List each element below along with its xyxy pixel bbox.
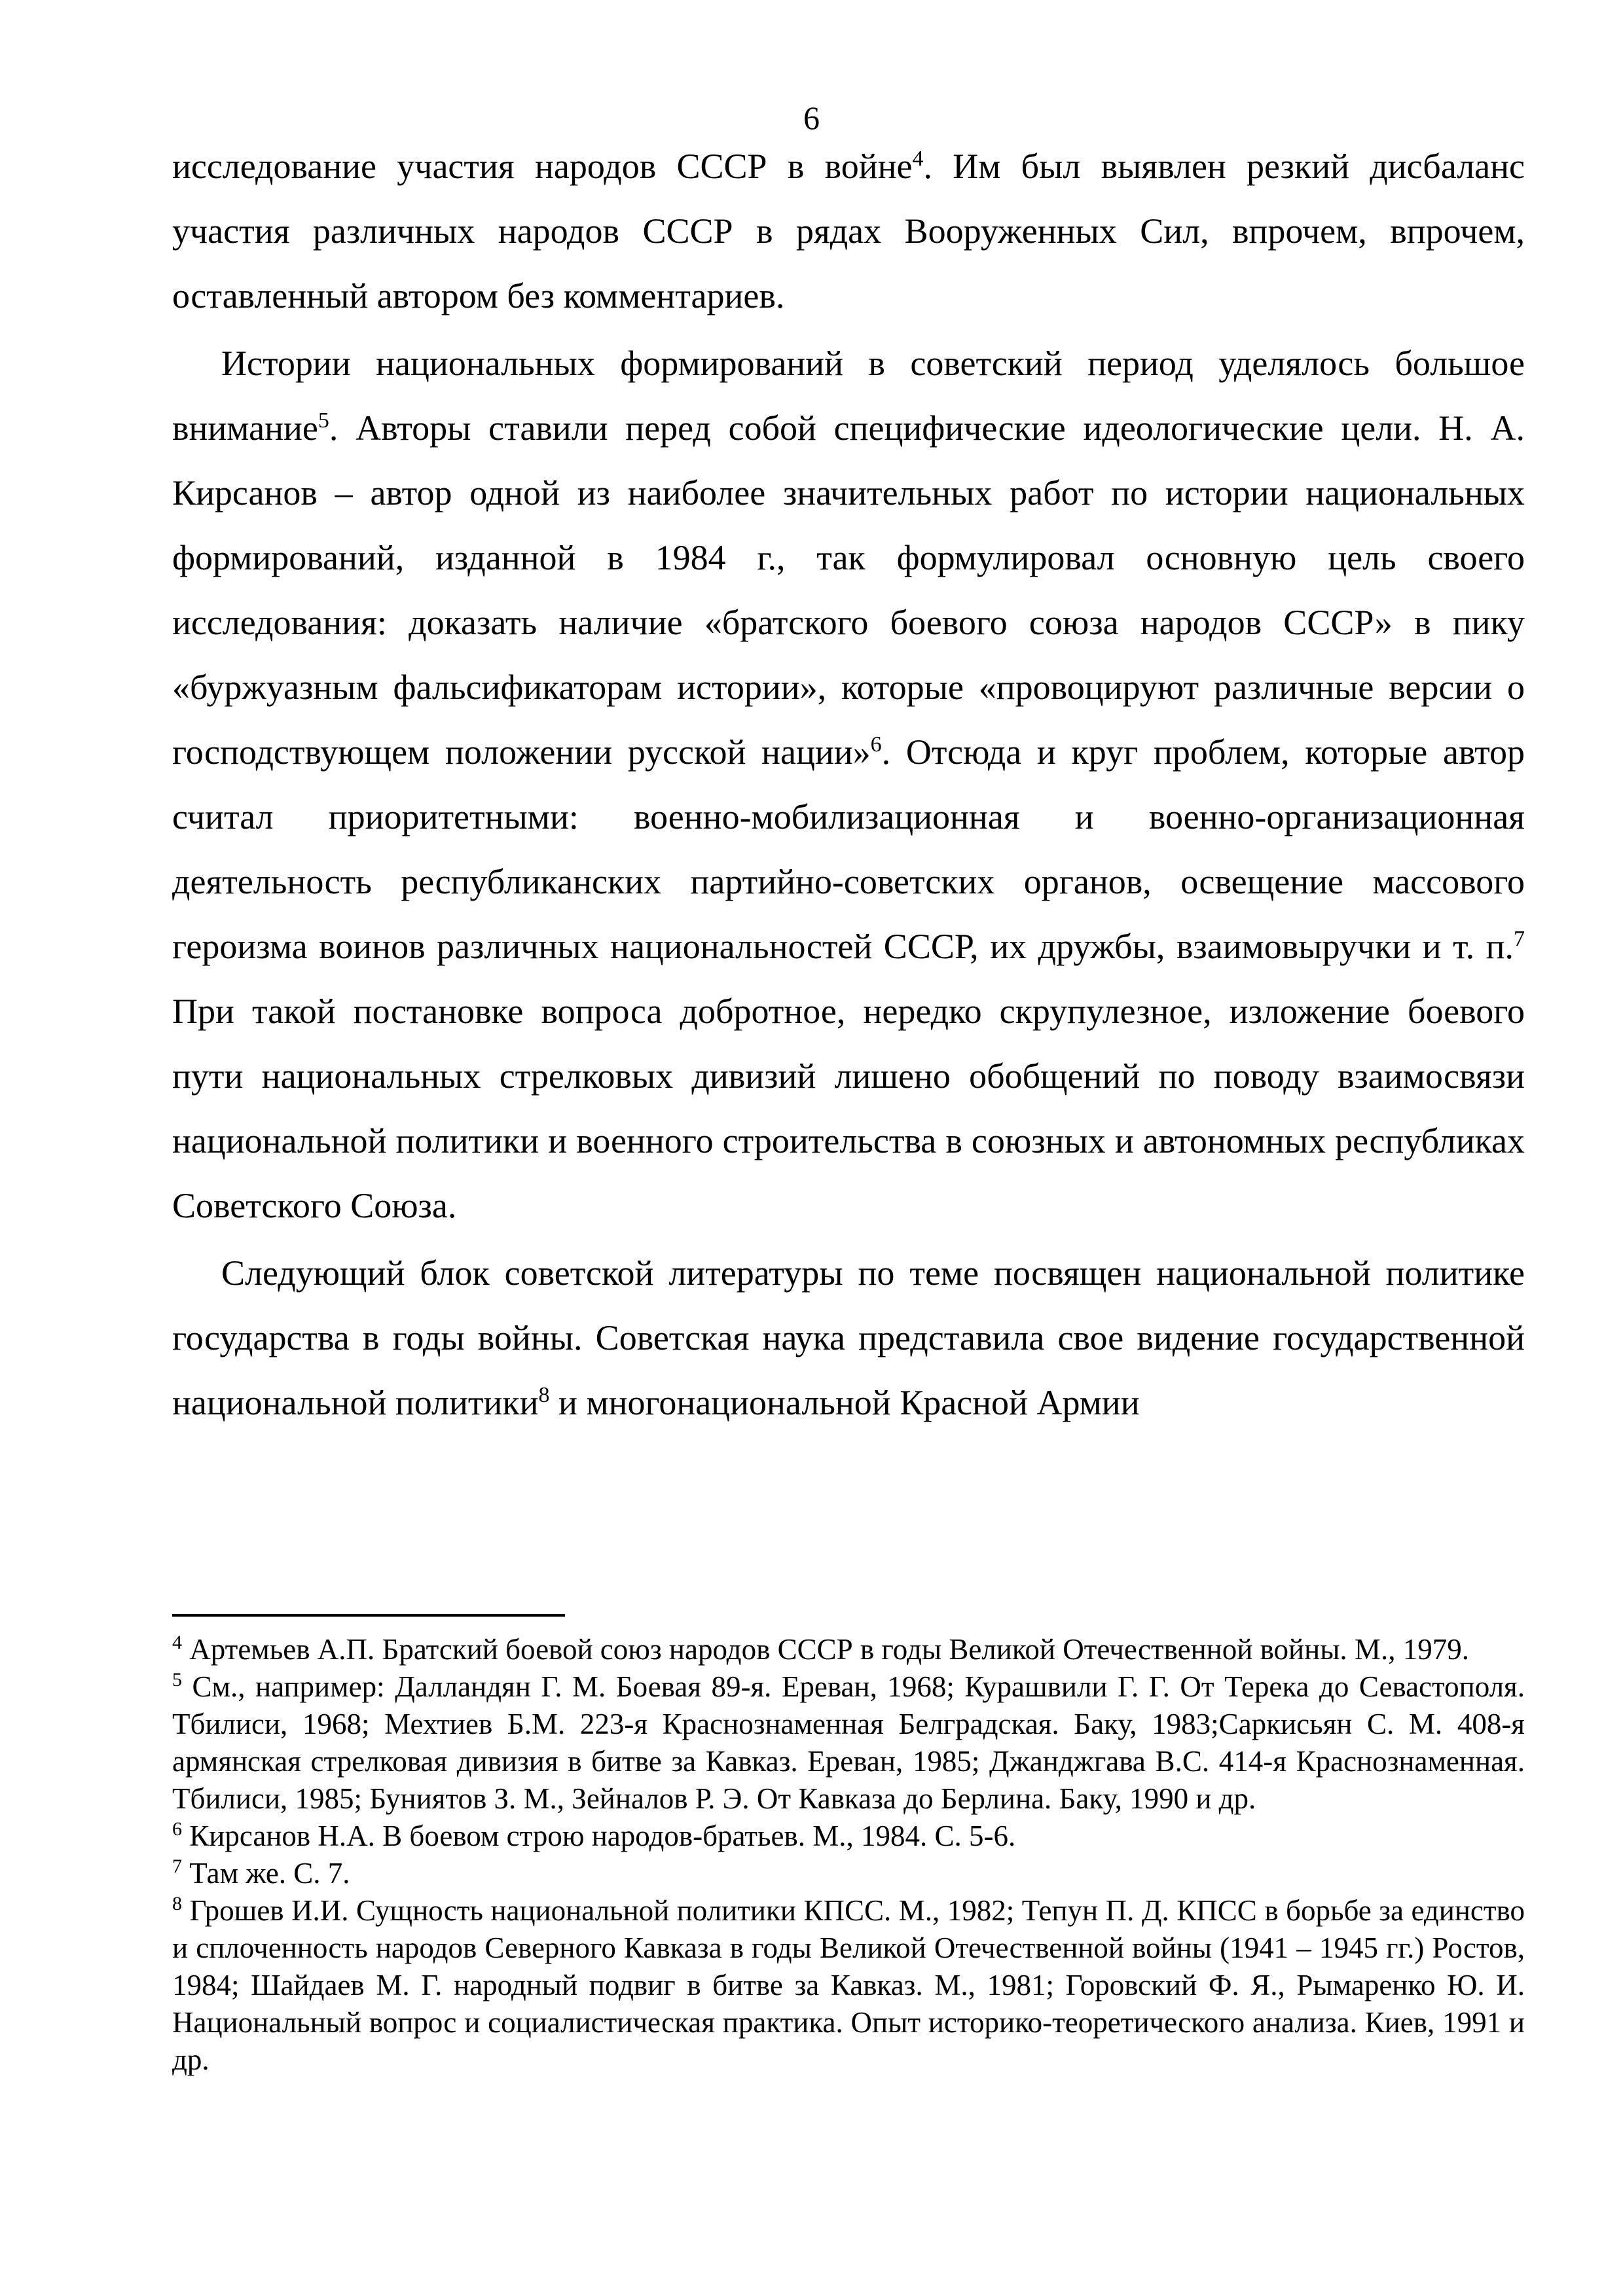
paragraph-text: . Им был выявлен резкий дисбаланс участия различных народов СССР в рядах Вооруженных Сил, впрочем, впрочем, оставленный автором без комментариев.	[172, 147, 1525, 315]
footnote-text: См., например: Далландян Г. М. Боевая 89-я. Ереван, 1968; Курашвили Г. Г. От Терека до Севастополя. Тбилиси, 1968; Мехтиев Б.М. 223-я Краснознаменная Белградская. Баку, 1983;Саркисьян С. М. 408-я армянская стрелковая дивизия в битве за Кавказ. Ереван, 1985; Джанджгава В.С. 414-я Краснознаменная. Тбилиси, 1985; Буниятов З. М., Зейналов Р. Э. От Кавказа до Берлина. Баку, 1990 и др.	[172, 1670, 1525, 1815]
footnote-text: Там же. С. 7.	[182, 1857, 350, 1890]
footnote-text: Грошев И.И. Сущность национальной политики КПСС. М., 1982; Тепун П. Д. КПСС в борьбе за единство и сплоченность народов Северного Кавказа в годы Великой Отечественной войны (1941 – 1945 гг.) Ростов, 1984; Шайдаев М. Г. народный подвиг в битве за Кавказ. М., 1981; Горовский Ф. Я., Рымаренко Ю. И. Национальный вопрос и социалистическая практика. Опыт историко-теоретического анализа. Киев, 1991 и др.	[172, 1894, 1525, 2076]
body-text	[172, 134, 1525, 1438]
footnote	[172, 1668, 1525, 1818]
paragraph-text: . Отсюда и круг проблем, которые автор считал приоритетными: военно-мобилизационная и военно-организационная деятельность республиканских партийно-советских органов, освещение массового героизма воинов различных национальностей СССР, их дружбы, взаимовыручки и т. п.	[172, 732, 1525, 966]
paragraph	[172, 331, 1525, 1238]
footnote	[172, 1631, 1525, 1668]
footnotes	[172, 1631, 1525, 2079]
footnote	[172, 1892, 1525, 2079]
footnote-number: 6	[172, 1818, 182, 1840]
footnote-number: 5	[172, 1669, 182, 1691]
paragraph-text: и многонациональной Красной Армии	[549, 1383, 1140, 1422]
paragraph	[172, 134, 1525, 329]
footnote-number: 7	[172, 1856, 182, 1877]
paragraph-text: Следующий блок советской литературы по теме посвящен национальной политике государства в годы войны. Советская наука представила свое видение государственной национальной политики	[172, 1253, 1525, 1422]
footnote-ref: 4	[912, 147, 924, 171]
footnote-ref: 7	[1514, 927, 1525, 951]
footnote	[172, 1818, 1525, 1855]
page-number: 6	[803, 99, 820, 136]
footnote-separator	[172, 1614, 565, 1617]
footnote-number: 8	[172, 1893, 182, 1914]
footnote-text: Кирсанов Н.А. В боевом строю народов-братьев. М., 1984. С. 5-6.	[182, 1820, 1016, 1852]
footnote	[172, 1855, 1525, 1892]
paragraph-text: . Авторы ставили перед собой специфические идеологические цели. Н. А. Кирсанов – автор одной из наиболее значительных работ по истории национальных формирований, изданной в 1984 г., так формулировал основную цель своего исследования: доказать наличие «братского боевого союза народов СССР» в пику «буржуазным фальсификаторам истории», которые «провоцируют различные версии о господствующем положении русской нации»	[172, 408, 1525, 772]
footnote-ref: 8	[538, 1383, 550, 1407]
paragraph-text: Истории национальных формирований в советский период уделялось большое внимание	[172, 344, 1525, 448]
footnote-ref: 5	[318, 408, 329, 433]
paragraph-text: исследование участия народов СССР в войне	[172, 147, 913, 186]
paragraph-text: При такой постановке вопроса добротное, нередко скрупулезное, изложение боевого пути национальных стрелковых дивизий лишено обобщений по поводу взаимосвязи национальной политики и военного строительства в союзных и автономных республиках Советского Союза.	[172, 992, 1525, 1225]
footnote-text: Артемьев А.П. Братский боевой союз народов СССР в годы Великой Отечественной войны. М., 1979.	[182, 1633, 1469, 1666]
footnote-number: 4	[172, 1632, 182, 1653]
footnote-ref: 6	[870, 732, 882, 757]
paragraph	[172, 1241, 1525, 1435]
